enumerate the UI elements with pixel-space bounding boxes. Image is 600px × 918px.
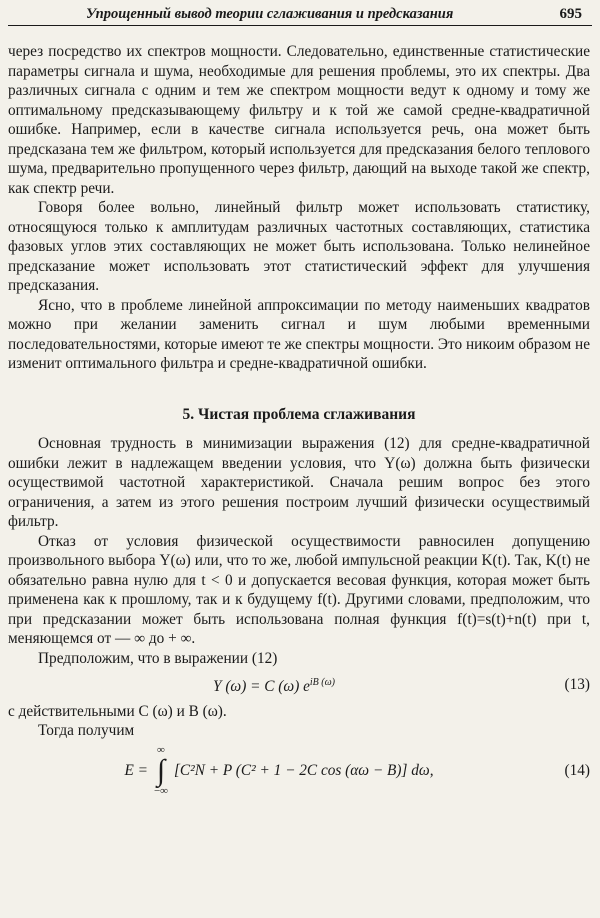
integral-symbol: [154, 745, 168, 797]
equation-14-lhs: E =: [124, 761, 148, 779]
paragraph-linear-filter: Говоря более вольно, линейный фильтр может использовать статистику, относящуюся только к амплитудам различных частотных составляющих, статистика фазовых углов этих составляющих не может быть использована. Только нелинейное предсказание может использовать этот статистический эффект для улучшения предсказания.: [8, 199, 590, 294]
running-header: [8, 4, 592, 26]
text-then: Тогда получим: [38, 722, 135, 740]
running-title: Упрощенный вывод теории сглаживания и предсказания: [86, 6, 454, 22]
integral-lower-limit: −∞: [153, 784, 168, 797]
page-body: [8, 42, 590, 801]
equation-14-formula: [8, 745, 540, 797]
equation-14: [8, 745, 590, 797]
section-title: 5. Чистая проблема сглаживания: [182, 405, 416, 423]
paragraph-suppose: Предположим, что в выражении (12): [38, 649, 278, 667]
equation-14-number: (14): [564, 761, 590, 779]
paragraph-main-difficulty: Основная трудность в минимизации выражения (12) для средне-квадратичной ошибки лежит в надлежащем введении условия, что Y(ω) должна быть физически осуществимой частотной характеристикой. Сначала решим вопрос без этого ограничения, а затем из этого решения построим лучший физически осуществимый фильтр.: [8, 435, 590, 530]
integral-sign: ∫: [156, 753, 166, 787]
equation-13: [8, 673, 590, 697]
paragraph-least-squares: Ясно, что в проблеме линейной аппроксимации по методу наименьших квадратов можно при желании заменить сигнал и шум любыми временными последовательностями, которые имеют те же спектры мощности. Это никоим образом не изменит оптимального фильтра и средне-квадратичной ошибки.: [8, 296, 590, 372]
paragraph-continuation: через посредство их спектров мощности. Следовательно, единственные статистические параметры сигнала и шума, необходимые для решения проблемы, это их спектры. Два различных сигнала с одним и тем же спектром мощности ведут к одному и тому же оптимальному предсказывающему фильтру и к той же самой средне-квадратичной ошибке. Например, если в качестве сигнала используется речь, она может быть предсказана тем же фильтром, который используется для предсказания белого теплового шума, предварительно пропущенного через фильтр, дающий на выходе такой же спектр, как спектр речи.: [8, 43, 590, 197]
equation-14-integrand: [C²N + P (C² + 1 − 2C cos (αω − B)] dω,: [173, 761, 434, 779]
text-real-functions: с действительными C (ω) и B (ω).: [8, 702, 227, 720]
paragraph-physical-realizability: Отказ от условия физической осуществимости равносилен допущению произвольного выбора Y(ω) или, что то же, любой импульсной реакции K(t). Так, K(t) не обязательно равна нулю для t < 0 и допускается весовая функция, которая может быть применена как к прошлому, так и к будущему f(t). Другими словами, предположим, что при предсказании может быть использована полная функция f(t)=s(t)+n(t) при t, меняющемся от — ∞ до + ∞.: [8, 532, 590, 647]
integral-upper-limit: ∞: [157, 743, 165, 756]
equation-13-formula: Y (ω) = C (ω) $e^{iB (\omega)}$: [212, 677, 336, 696]
equation-13-exponent: iB (ω): [309, 677, 336, 688]
page-number: 695: [559, 6, 582, 22]
equation-13-number: (13): [564, 676, 590, 694]
